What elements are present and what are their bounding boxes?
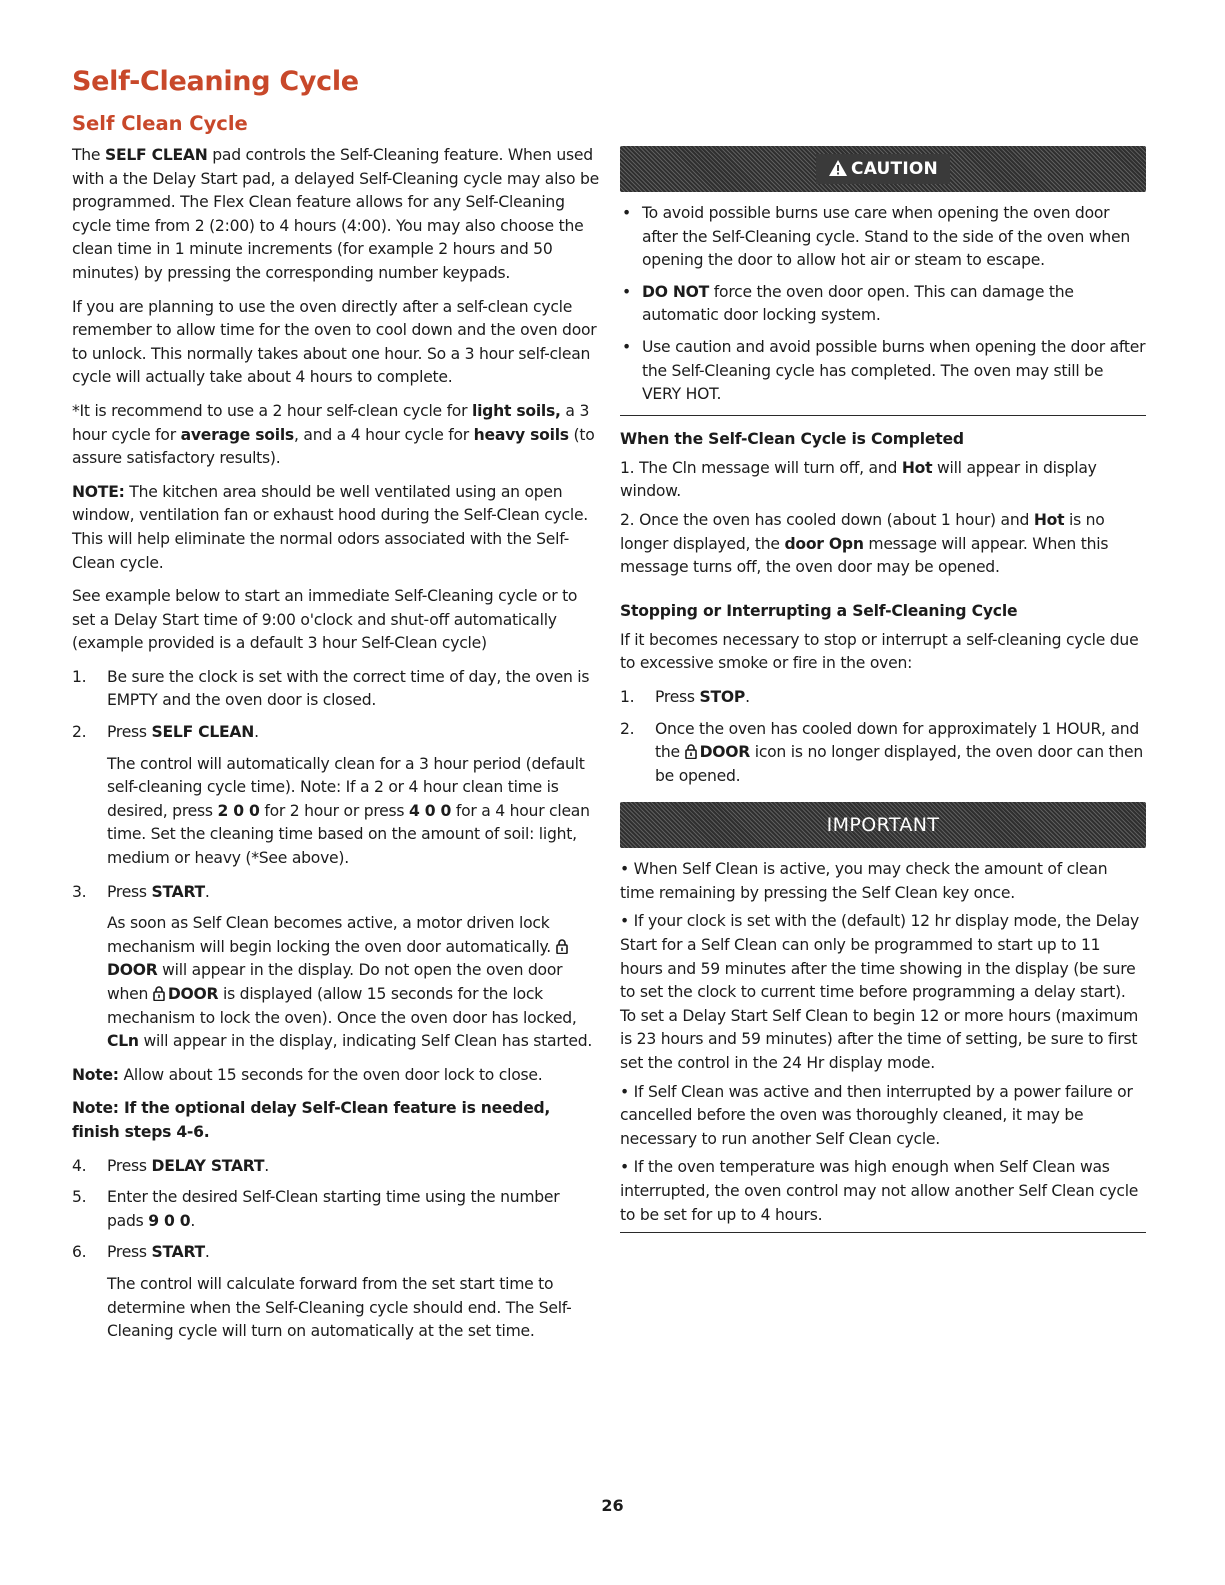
ventilation-note: NOTE: The kitchen area should be well ventilated using an open window, ventilation fan or exhaust hood during the Self-Clean cycle. This will help eliminate the normal odors associated with the Self-Clean cycle. <box>72 482 588 572</box>
left-column <box>72 110 600 1354</box>
caution-item: • DO NOT force the oven door open. This can damage the automatic door locking system. <box>622 282 1074 325</box>
warning-icon <box>828 159 848 177</box>
divider <box>620 1232 1146 1233</box>
important-banner <box>620 802 1146 848</box>
divider <box>620 415 1146 416</box>
step-2-detail: The control will automatically clean for a 3 hour period (default self-cleaning cycle time). Note: If a 2 or 4 hour clean time is desired, press 2 0 0 for 2 hour or press 4 0 0 for a 4 hour clean time. Set the cleaning time based on the amount of soil: light, medium or heavy (*See above). <box>107 754 590 868</box>
delay-note: Note: If the optional delay Self-Clean feature is needed, finish steps 4-6. <box>72 1099 551 1141</box>
right-column <box>620 146 1146 1245</box>
caution-item: • Use caution and avoid possible burns when opening the door after the Self-Cleaning cycle has completed. The oven may still be VERY HOT. <box>622 337 1146 404</box>
completed-step-2: 2. Once the oven has cooled down (about 1 hour) and Hot is no longer displayed, the door Opn message will appear. When this message turns off, the oven door may be opened. <box>620 510 1109 577</box>
cooldown-paragraph: If you are planning to use the oven directly after a self-clean cycle remember to allow time for the oven to cool down and the oven door to unlock. This normally takes about one hour. So a 3 hour self-clean cycle will actually take about 4 hours to complete. <box>72 297 597 387</box>
caution-item: • To avoid possible burns use care when opening the oven door after the Self-Cleaning cycle. Stand to the side of the oven when opening the door to allow hot air or steam to escape. <box>622 204 1130 270</box>
completed-title: When the Self-Clean Cycle is Completed <box>620 429 964 448</box>
important-item: • If the oven temperature was high enough when Self Clean was interrupted, the oven control may not allow another Self Clean cycle to be set for up to 4 hours. <box>620 1158 1139 1224</box>
lock-icon <box>153 986 165 1001</box>
intro-paragraph: The SELF CLEAN pad controls the Self-Cleaning feature. When used with a the Delay Start pad, a delayed Self-Cleaning cycle may also be programmed. The Flex Clean feature allows for any Self-Cleaning cycle time from 2 (2:00) to 4 hours (4:00). You may also choose the clean time in 1 minute increments (for example 2 hours and 50 minutes) by pressing the corresponding number keypads. <box>72 146 600 282</box>
important-label: IMPORTANT <box>826 814 940 837</box>
page-title: Self-Cleaning Cycle <box>72 66 359 97</box>
page-number: 26 <box>601 1496 624 1515</box>
lock-note: Note: Allow about 15 seconds for the oven door lock to close. <box>72 1065 543 1084</box>
stop-step-1: 1. Press STOP. <box>620 687 750 706</box>
caution-banner <box>620 146 1146 192</box>
lock-icon <box>685 744 697 759</box>
soil-recommendation: *It is recommend to use a 2 hour self-clean cycle for light soils, a 3 hour cycle for average soils, and a 4 hour cycle for heavy soils (to assure satisfactory results). <box>72 401 595 468</box>
step-3-detail: As soon as Self Clean becomes active, a motor driven lock mechanism will begin locking the oven door automatically. DOOR will appear in the display. Do not open the oven door when DOOR is displayed (allow 15 seconds for the lock mechanism to lock the oven). Once the oven door has locked, CLn will appear in the display, indicating Self Clean has started. <box>107 914 593 1051</box>
completed-step-1: 1. The Cln message will turn off, and Hot will appear in display window. <box>620 458 1097 501</box>
section-title: Self Clean Cycle <box>72 112 248 135</box>
example-intro: See example below to start an immediate Self-Cleaning cycle or to set a Delay Start time of 9:00 o'clock and shut-off automatically (example provided is a default 3 hour Self-Clean cycle) <box>72 587 578 653</box>
step-3: 3. Press START. <box>72 882 210 901</box>
important-item: • If your clock is set with the (default) 12 hr display mode, the Delay Start for a Self Clean can only be programmed to start up to 11 hours and 59 minutes after the time showing in the display (be sure to set the clock to current time before programming a delay start). To set a Delay Start Self Clean to begin 12 or more hours (maximum is 23 hours and 59 minutes) after the time of setting, be sure to first set the control in the 24 Hr display mode. <box>620 912 1140 1073</box>
step-6-detail: The control will calculate forward from the set start time to determine when the Self-Cleaning cycle should end. The Self-Cleaning cycle will turn on automatically at the set time. <box>107 1274 572 1341</box>
step-4: 4. Press DELAY START. <box>72 1156 269 1175</box>
important-item: • If Self Clean was active and then interrupted by a power failure or cancelled before the oven was thoroughly cleaned, it may be necessary to run another Self Clean cycle. <box>620 1082 1133 1148</box>
stopping-intro: If it becomes necessary to stop or interrupt a self-cleaning cycle due to excessive smoke or fire in the oven: <box>620 630 1139 673</box>
stop-step-2: 2. Once the oven has cooled down for approximately 1 HOUR, and the DOOR icon is no longer displayed, the oven door can then be opened. <box>620 719 1144 785</box>
stopping-title: Stopping or Interrupting a Self-Cleaning Cycle <box>620 601 1018 620</box>
step-5: 5. Enter the desired Self-Clean starting time using the number pads 9 0 0. <box>72 1188 560 1230</box>
step-1: 1. Be sure the clock is set with the correct time of day, the oven is EMPTY and the oven door is closed. <box>72 667 590 710</box>
step-6: 6. Press START. <box>72 1243 210 1262</box>
caution-label: CAUTION <box>851 159 938 179</box>
important-item: • When Self Clean is active, you may check the amount of clean time remaining by pressing the Self Clean key once. <box>620 860 1108 902</box>
lock-icon <box>556 939 568 954</box>
step-2: 2. Press SELF CLEAN. <box>72 723 259 742</box>
